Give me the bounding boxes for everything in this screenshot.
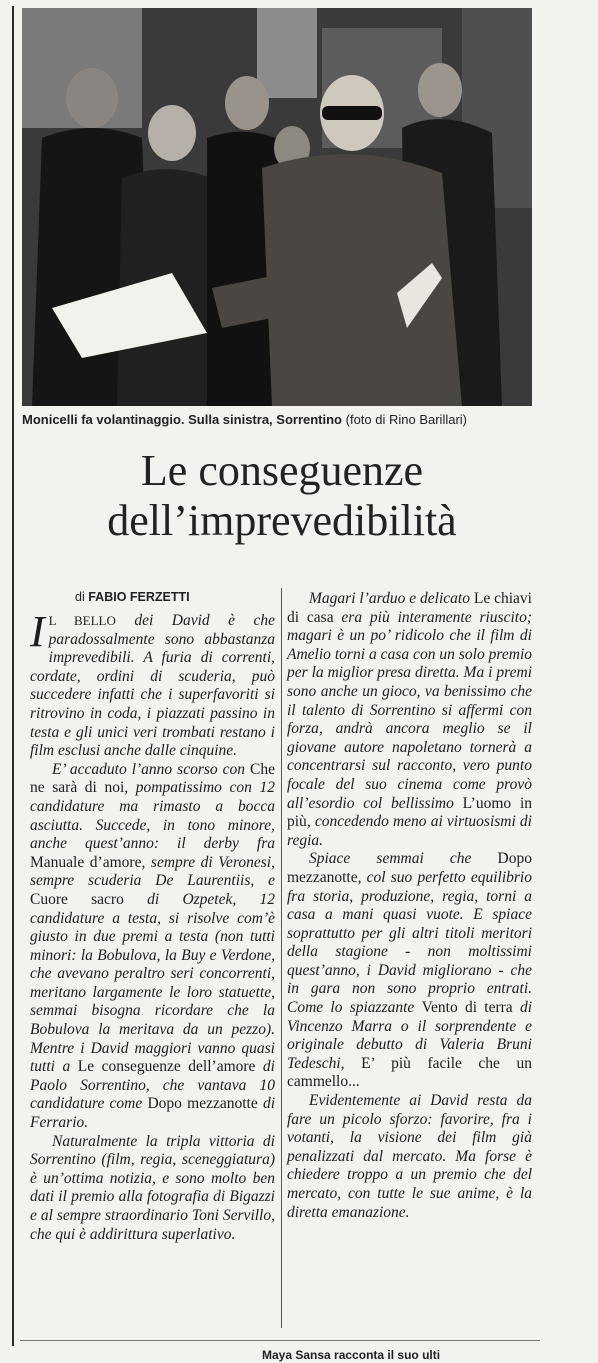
lead-in: L BELLO [48, 613, 116, 628]
article-paragraph [30, 761, 275, 1133]
film-title: Vento di terra [421, 999, 513, 1017]
film-title: Dopo mezzanotte [147, 1095, 258, 1113]
text-span: di Ferrario. [30, 1095, 275, 1132]
paragraph-text: dei David è che paradossalmente sono abbastanza imprevedibili. A furia di correnti, cordate, ordini di scuderia, può succedere infatti che i superfavoriti si ritrovino in coda, i piazzati passino in testa e gli unici veri trombati restano i film esclusi anche dalle cinquine. [30, 612, 275, 760]
film-title: Le chiavi di casa [287, 590, 532, 626]
text-span: Magari l’arduo e delicato [309, 590, 474, 607]
article-headline [22, 446, 542, 546]
text-span: di Vincenzo Marra o il sorprendente e originale debutto di Valeria Bruni Tedeschi, [287, 999, 533, 1072]
photo-caption [22, 412, 532, 427]
byline-prefix: di [75, 590, 85, 604]
text-span: di Ozpetek, 12 candidature a testa, si risolve com’è giusto in due premi a testa (non tutti minori: la Bobulova, la Buy e Verdone, che avevano peraltro seri concorrenti, meritano largamente le loro statuette, semmai bisogna ricordare che la Bobulova la meritava da un pezzo). Mentre i David maggiori vanno quasi tutti a [30, 890, 275, 1076]
text-span: era più interamente riuscito; magari è un po’ ridicolo che il film di Amelio torni a casa con un solo premio per la miglior presa diretta. Ma i premi sono anche un gioco, va benissimo che il talento di Sorrentino si affermi con forza, andrà ancora meglio se il giovane autore napoletano tornerà a concentrarsi sul racconto, vero punto focale del suo cinema come provò all’esordio col bellissimo [287, 608, 532, 812]
film-title: Dopo mezzanotte [287, 850, 532, 886]
headline-line-1: Le conseguenze [140, 446, 424, 495]
text-span: , pompatissimo con 12 candidature ma rimasto a bocca asciutta. Succede, in tono minore, anche quest’anno: il derby [30, 779, 275, 853]
drop-cap: I [30, 607, 45, 656]
film-title: Le conseguenze dell’amore [77, 1058, 256, 1076]
text-span: , concedendo meno ai virtuosismi di regia. [287, 813, 532, 849]
paragraph-text: Naturalmente la tripla vittoria di Sorrentino (film, regia, sceneggiatura) è un’ottima notizia, e sono molto ben dati il premio alla fotografia di Bigazzi e al sempre straordinario Toni Servillo, che qui è addirittura superlativo. [30, 1132, 275, 1243]
bottom-rule [20, 1340, 540, 1341]
next-article-headline-fragment: Maya Sansa racconta il suo ulti [262, 1348, 441, 1362]
article-column-right [287, 590, 532, 1222]
article-paragraph [30, 607, 275, 761]
text-span: E’ accaduto l’anno scorso con [52, 760, 251, 778]
text-span: , col suo perfetto equilibrio fra storia, produzione, regia, torni a casa a mani quasi vuote. E spiace soprattutto per gli altri titoli meritori della stagione - non moltissimi quest’anno, i David migliorano - che in gara non sono proprio entrati. Come lo spiazzante [287, 868, 532, 1017]
caption-credit: (foto di Rino Barillari) [345, 412, 467, 427]
news-photo [22, 8, 532, 406]
article-column-left [30, 607, 275, 1244]
headline-line-2: dell’imprevedibilità [107, 496, 457, 545]
article-paragraph [287, 850, 532, 1092]
text-span: Spiace semmai che [309, 850, 498, 868]
left-column-rule [12, 6, 14, 1346]
text-span: , sempre di Veronesi, sempre scuderia De Laurentiis, e [30, 853, 275, 890]
article-paragraph [287, 1092, 532, 1222]
film-title: L’uomo in più [287, 794, 533, 831]
text-span: di Paolo Sorrentino, che vantava 10 candidature come [30, 1058, 275, 1113]
film-title: Cuore sacro [30, 890, 124, 908]
text-span: fra [256, 835, 275, 853]
caption-text: Monicelli fa volantinaggio. Sulla sinistra, Sorrentino [22, 412, 342, 427]
paragraph-text: Evidentemente ai David resta da fare un picolo sforzo: favorire, fra i votanti, la visione dei film già penalizzati dal mercato. Ma forse è chiedere troppo a un premio che del mercato, con tutte le sue anime, è la diretta emanazione. [287, 1092, 532, 1221]
article-paragraph [287, 590, 532, 850]
article-paragraph [30, 1133, 275, 1245]
byline [75, 590, 190, 604]
film-title: Che ne sarà di noi [30, 760, 275, 797]
film-title: E’ più facile che un cammello... [287, 1054, 532, 1091]
column-divider [281, 588, 282, 1328]
photo-illustration [22, 8, 532, 406]
byline-author: FABIO FERZETTI [88, 590, 190, 604]
film-title: Manuale d’amore [30, 853, 142, 871]
